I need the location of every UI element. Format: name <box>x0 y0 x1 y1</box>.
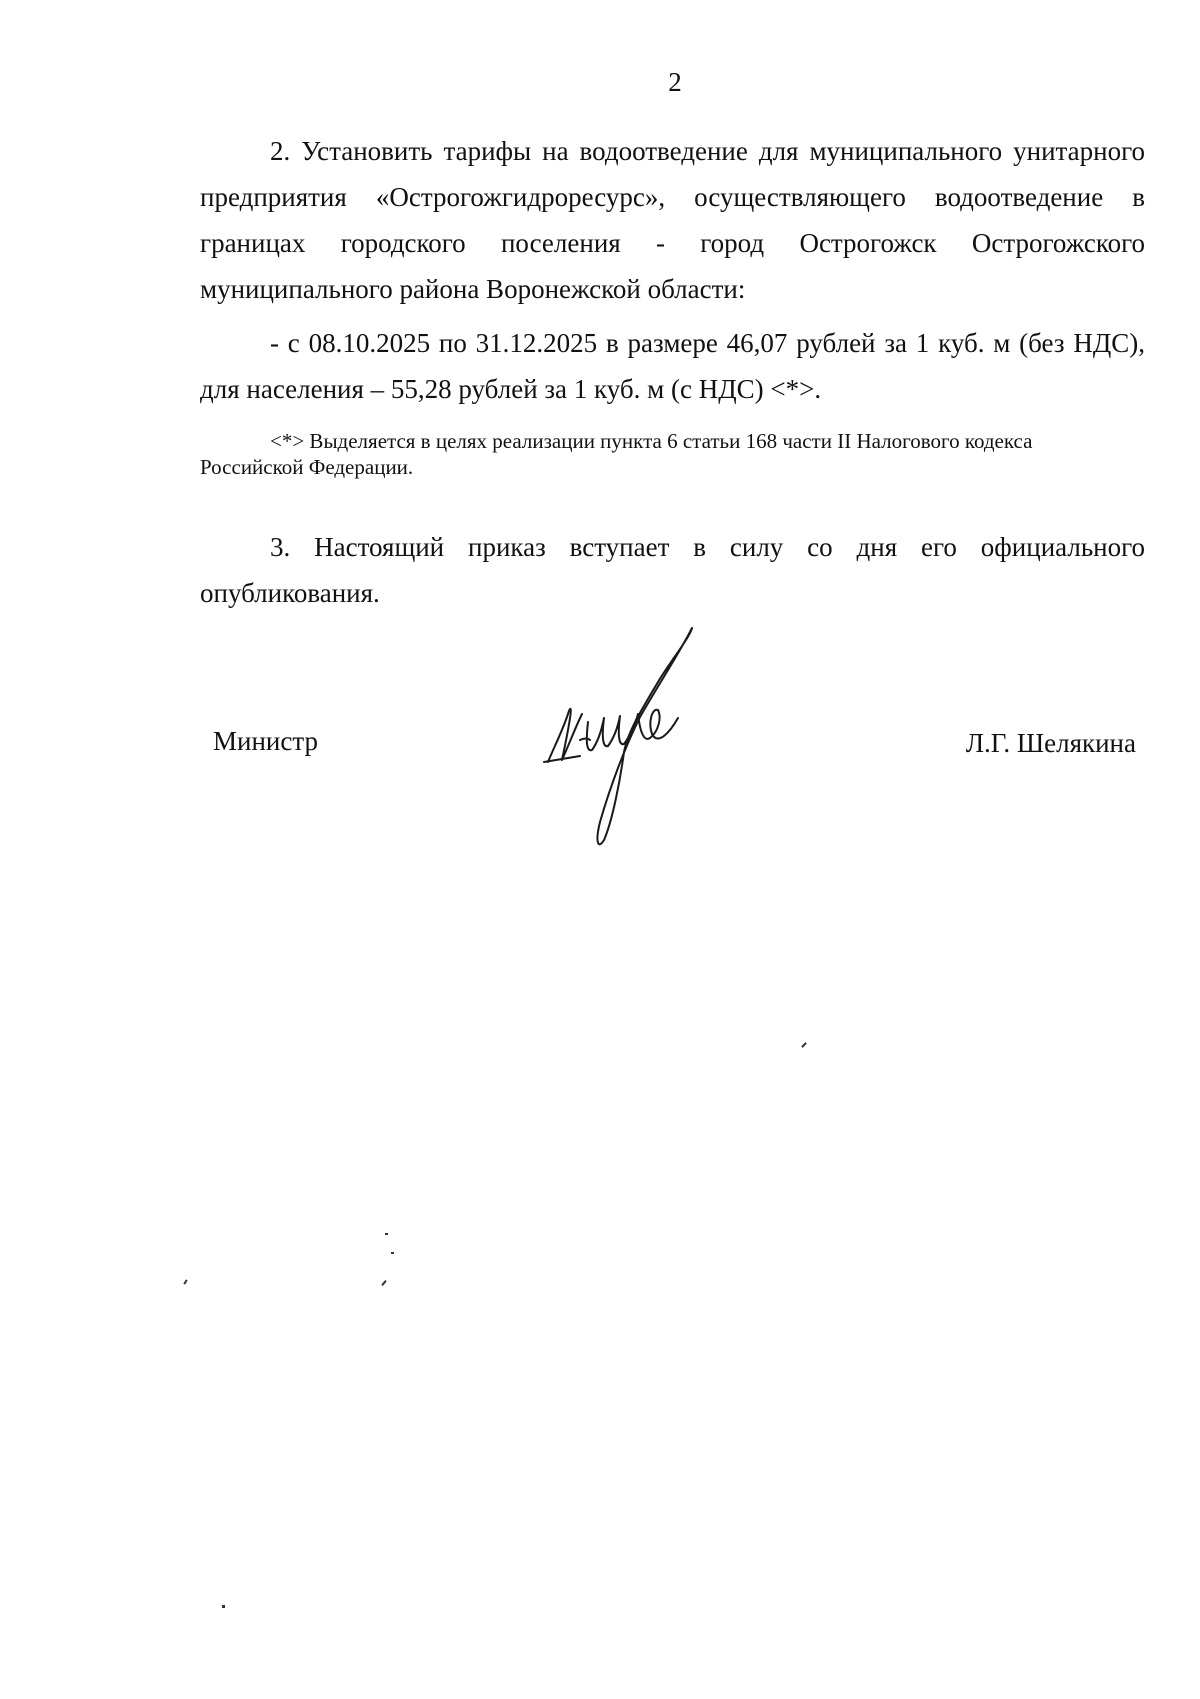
item-3-text: 3. Настоящий приказ вступает в силу со дня его официального опубликования. <box>200 532 1145 608</box>
scan-speck <box>222 1605 225 1608</box>
page-number: 2 <box>668 67 682 97</box>
minister-name: Л.Г. Шелякина <box>965 728 1136 758</box>
tariff-paragraph <box>200 320 1145 412</box>
item-3-paragraph <box>200 524 1145 616</box>
scan-speck <box>381 1280 386 1286</box>
position-label: Министр <box>213 726 318 756</box>
scan-speck <box>391 1252 394 1254</box>
scan-speck <box>183 1279 187 1284</box>
item-2-text: 2. Установить тарифы на водоотведение для муниципального унитарного предприятия «Острогожгидроресурс», осуществляющего водоотведение в границах городского поселения - город Острогожск Острогожского муниципального района Воронежской области: <box>200 136 1145 304</box>
footnote: <*> Выделяется в целях реализации пункта 6 статьи 168 части II Налогового кодекса Российской Федерации. <box>200 429 1033 479</box>
scan-speck <box>801 1042 807 1048</box>
item-2-paragraph <box>200 128 1145 312</box>
signature-block <box>0 700 1200 840</box>
tariff-text: - с 08.10.2025 по 31.12.2025 в размере 46,07 рублей за 1 куб. м (без НДС), для населения – 55,28 рублей за 1 куб. м (с НДС) <*>. <box>200 328 1145 404</box>
handwritten-signature <box>540 622 730 852</box>
scan-speck <box>385 1233 388 1235</box>
